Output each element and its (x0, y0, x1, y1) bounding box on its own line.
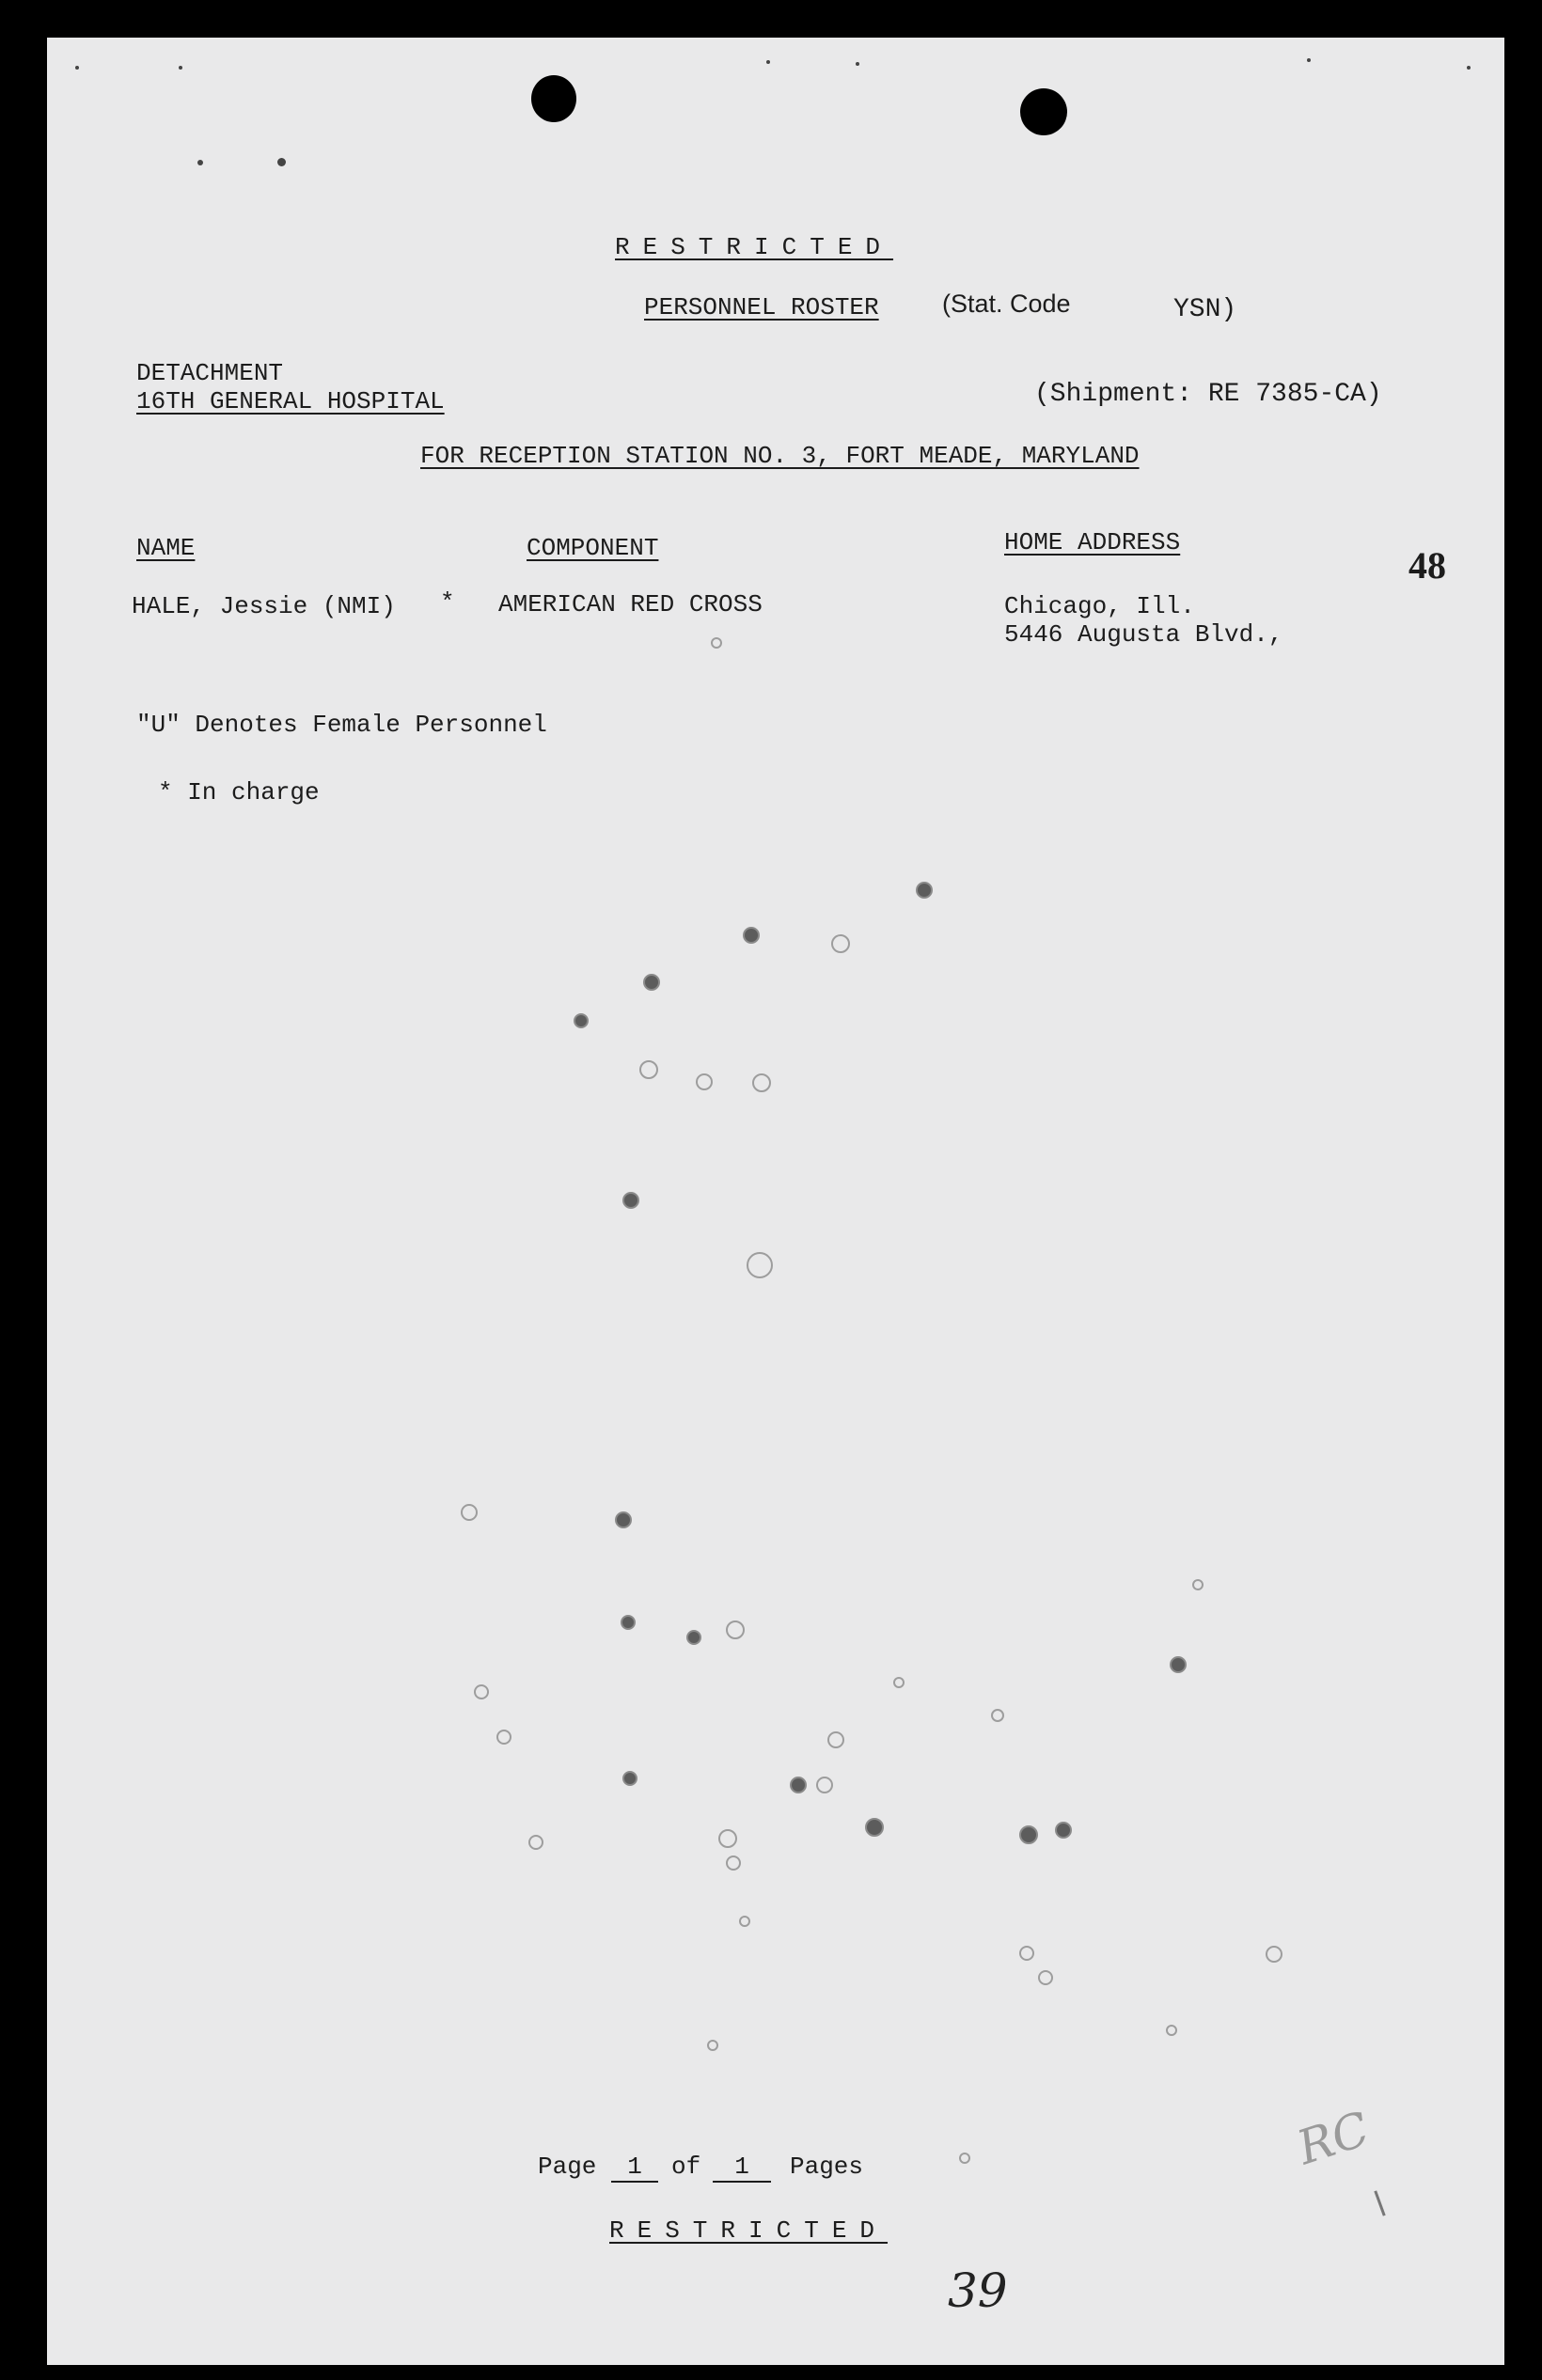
roster-title: PERSONNEL ROSTER (644, 293, 879, 321)
punch-hole-right (1020, 88, 1067, 135)
roster-component: AMERICAN RED CROSS (498, 590, 763, 618)
stat-code-value: YSN) (1173, 295, 1237, 324)
classification-top: RESTRICTED (615, 233, 894, 261)
page-label: Page (538, 2153, 597, 2181)
handwritten-page-number: 39 (948, 2263, 1008, 2318)
destination-line: FOR RECEPTION STATION NO. 3, FORT MEADE, MARYLAND (420, 442, 1140, 470)
unit-line-1: DETACHMENT (136, 359, 284, 387)
roster-address-line-2: 5446 Augusta Blvd., (1004, 620, 1283, 649)
handwritten-initials: RC (1290, 2101, 1377, 2176)
handwritten-mark (1374, 2190, 1385, 2216)
margin-number: 48 (1408, 544, 1446, 587)
column-header-component: COMPONENT (527, 534, 659, 562)
in-charge-note: * In charge (158, 778, 320, 806)
punch-hole-left (531, 75, 576, 122)
pages-label: Pages (790, 2153, 864, 2181)
column-header-home-address: HOME ADDRESS (1004, 528, 1181, 556)
female-personnel-note: "U" Denotes Female Personnel (136, 711, 547, 739)
shipment-number: (Shipment: RE 7385-CA) (1034, 380, 1382, 409)
in-charge-marker: * (440, 588, 455, 617)
of-label: of (671, 2153, 701, 2181)
page-total: 1 (713, 2154, 771, 2183)
page-number: 1 (611, 2154, 658, 2183)
classification-bottom: RESTRICTED (609, 2216, 889, 2245)
document-page (47, 38, 1504, 2365)
roster-address-line-1: Chicago, Ill. (1004, 592, 1195, 620)
stat-code-label: (Stat. Code (942, 290, 1071, 318)
unit-line-2: 16TH GENERAL HOSPITAL (136, 387, 445, 415)
roster-name: HALE, Jessie (NMI) (132, 592, 396, 620)
column-header-name: NAME (136, 534, 196, 562)
